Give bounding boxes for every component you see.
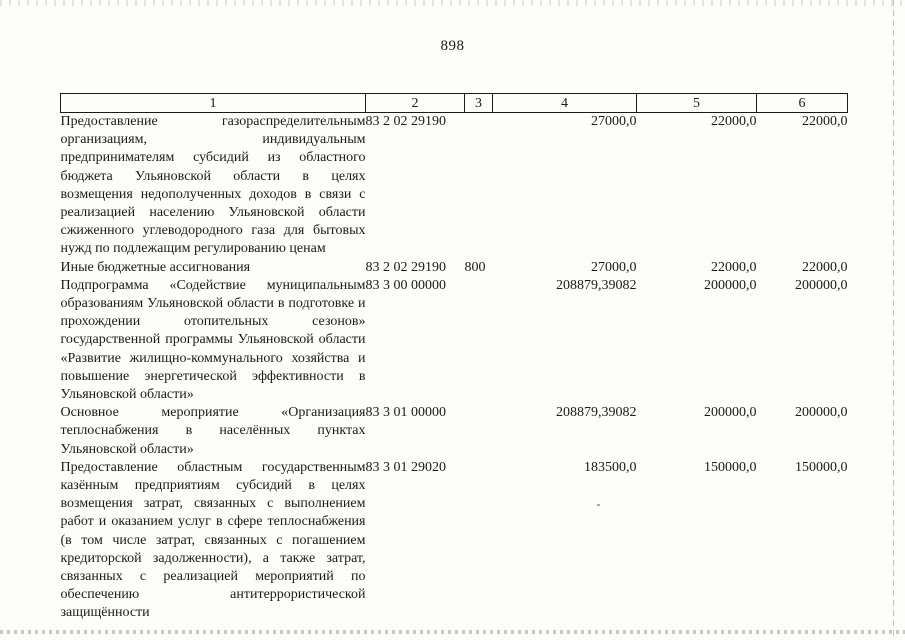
scan-artifact-bottom-edge [0,630,905,634]
row-value-col5: 200000,0 [704,277,757,293]
column-header-5: 5 [637,94,757,113]
row-value-col5: 150000,0 [704,459,757,475]
table-row [61,459,848,623]
row-expense-type [465,459,493,623]
column-header-6: 6 [757,94,848,113]
table-row [61,404,848,459]
row-name: Предоставление областным государственным казённым предприятиям субсидий в целях возмещения затрат, связанных с выполнением работ и оказанием услуг в сфере теплоснабжения (в том числе затрат, связанных с погашением кредиторской задолженности), а также затрат, связанных с реализацией мероприятий по обеспечению антитеррористической защищённости [60,459,366,621]
row-value-col6: 22000,0 [802,114,848,129]
column-header-4: 4 [493,94,637,113]
row-name: Подпрограмма «Содействие муниципальным образованиям Ульяновской области в подготовке и прохождении отопительных сезонов» государственной программы Ульяновской области «Развитие жилищно-коммунального хозяйства и повышение энергетической эффективности в Ульяновской области» [60,277,366,403]
row-value-col6: 150000,0 [795,459,848,475]
row-expense-type [465,113,493,259]
row-code: 83 3 01 00000 [365,405,446,421]
row-value-col5: 22000,0 [711,259,757,275]
scan-artifact-top-edge [0,0,905,6]
row-value-col4: 208879,39082 [556,277,637,293]
column-header-2: 2 [366,94,465,113]
row-value-col5: 200000,0 [704,405,757,421]
row-value-col4: 27000,0 [591,259,637,275]
row-expense-type: 800 [464,259,486,275]
row-value-col6: 200000,0 [795,405,848,421]
column-header-3: 3 [465,94,493,113]
row-code: 83 2 02 29190 [365,259,446,275]
row-value-col4: 183500,0 [584,459,637,475]
row-name: Основное мероприятие «Организация теплоснабжения в населённых пунктах Ульяновской области» [60,405,366,457]
table-row [61,259,848,277]
column-header-1: 1 [61,94,366,113]
row-code: 83 2 02 29190 [365,114,446,129]
row-expense-type [465,277,493,404]
page-number: 898 [440,38,465,54]
table-row [61,277,848,404]
row-value-col4: 208879,39082 [556,405,637,421]
table-header-row [61,94,848,113]
row-code: 83 3 01 29020 [365,459,446,475]
row-value-col6: 22000,0 [802,259,848,275]
row-name: Иные бюджетные ассигнования [60,259,251,275]
row-value-col6: 200000,0 [795,277,848,293]
row-value-col5: 22000,0 [711,114,757,129]
row-expense-type [465,404,493,459]
row-value-col4: 27000,0 [591,114,637,129]
row-name: Предоставление газораспределительным организациям, индивидуальным предпринимателям субсидий из областного бюджета Ульяновской области в целях возмещения недополученных доходов в связи с реализацией населению Ульяновской области сжиженного углеводородного газа для бытовых нужд по подлежащим регулированию ценам [60,114,366,257]
table-row [61,113,848,259]
budget-table [60,93,848,623]
scan-artifact-right-edge [893,0,894,640]
row-code: 83 3 00 00000 [365,277,446,293]
